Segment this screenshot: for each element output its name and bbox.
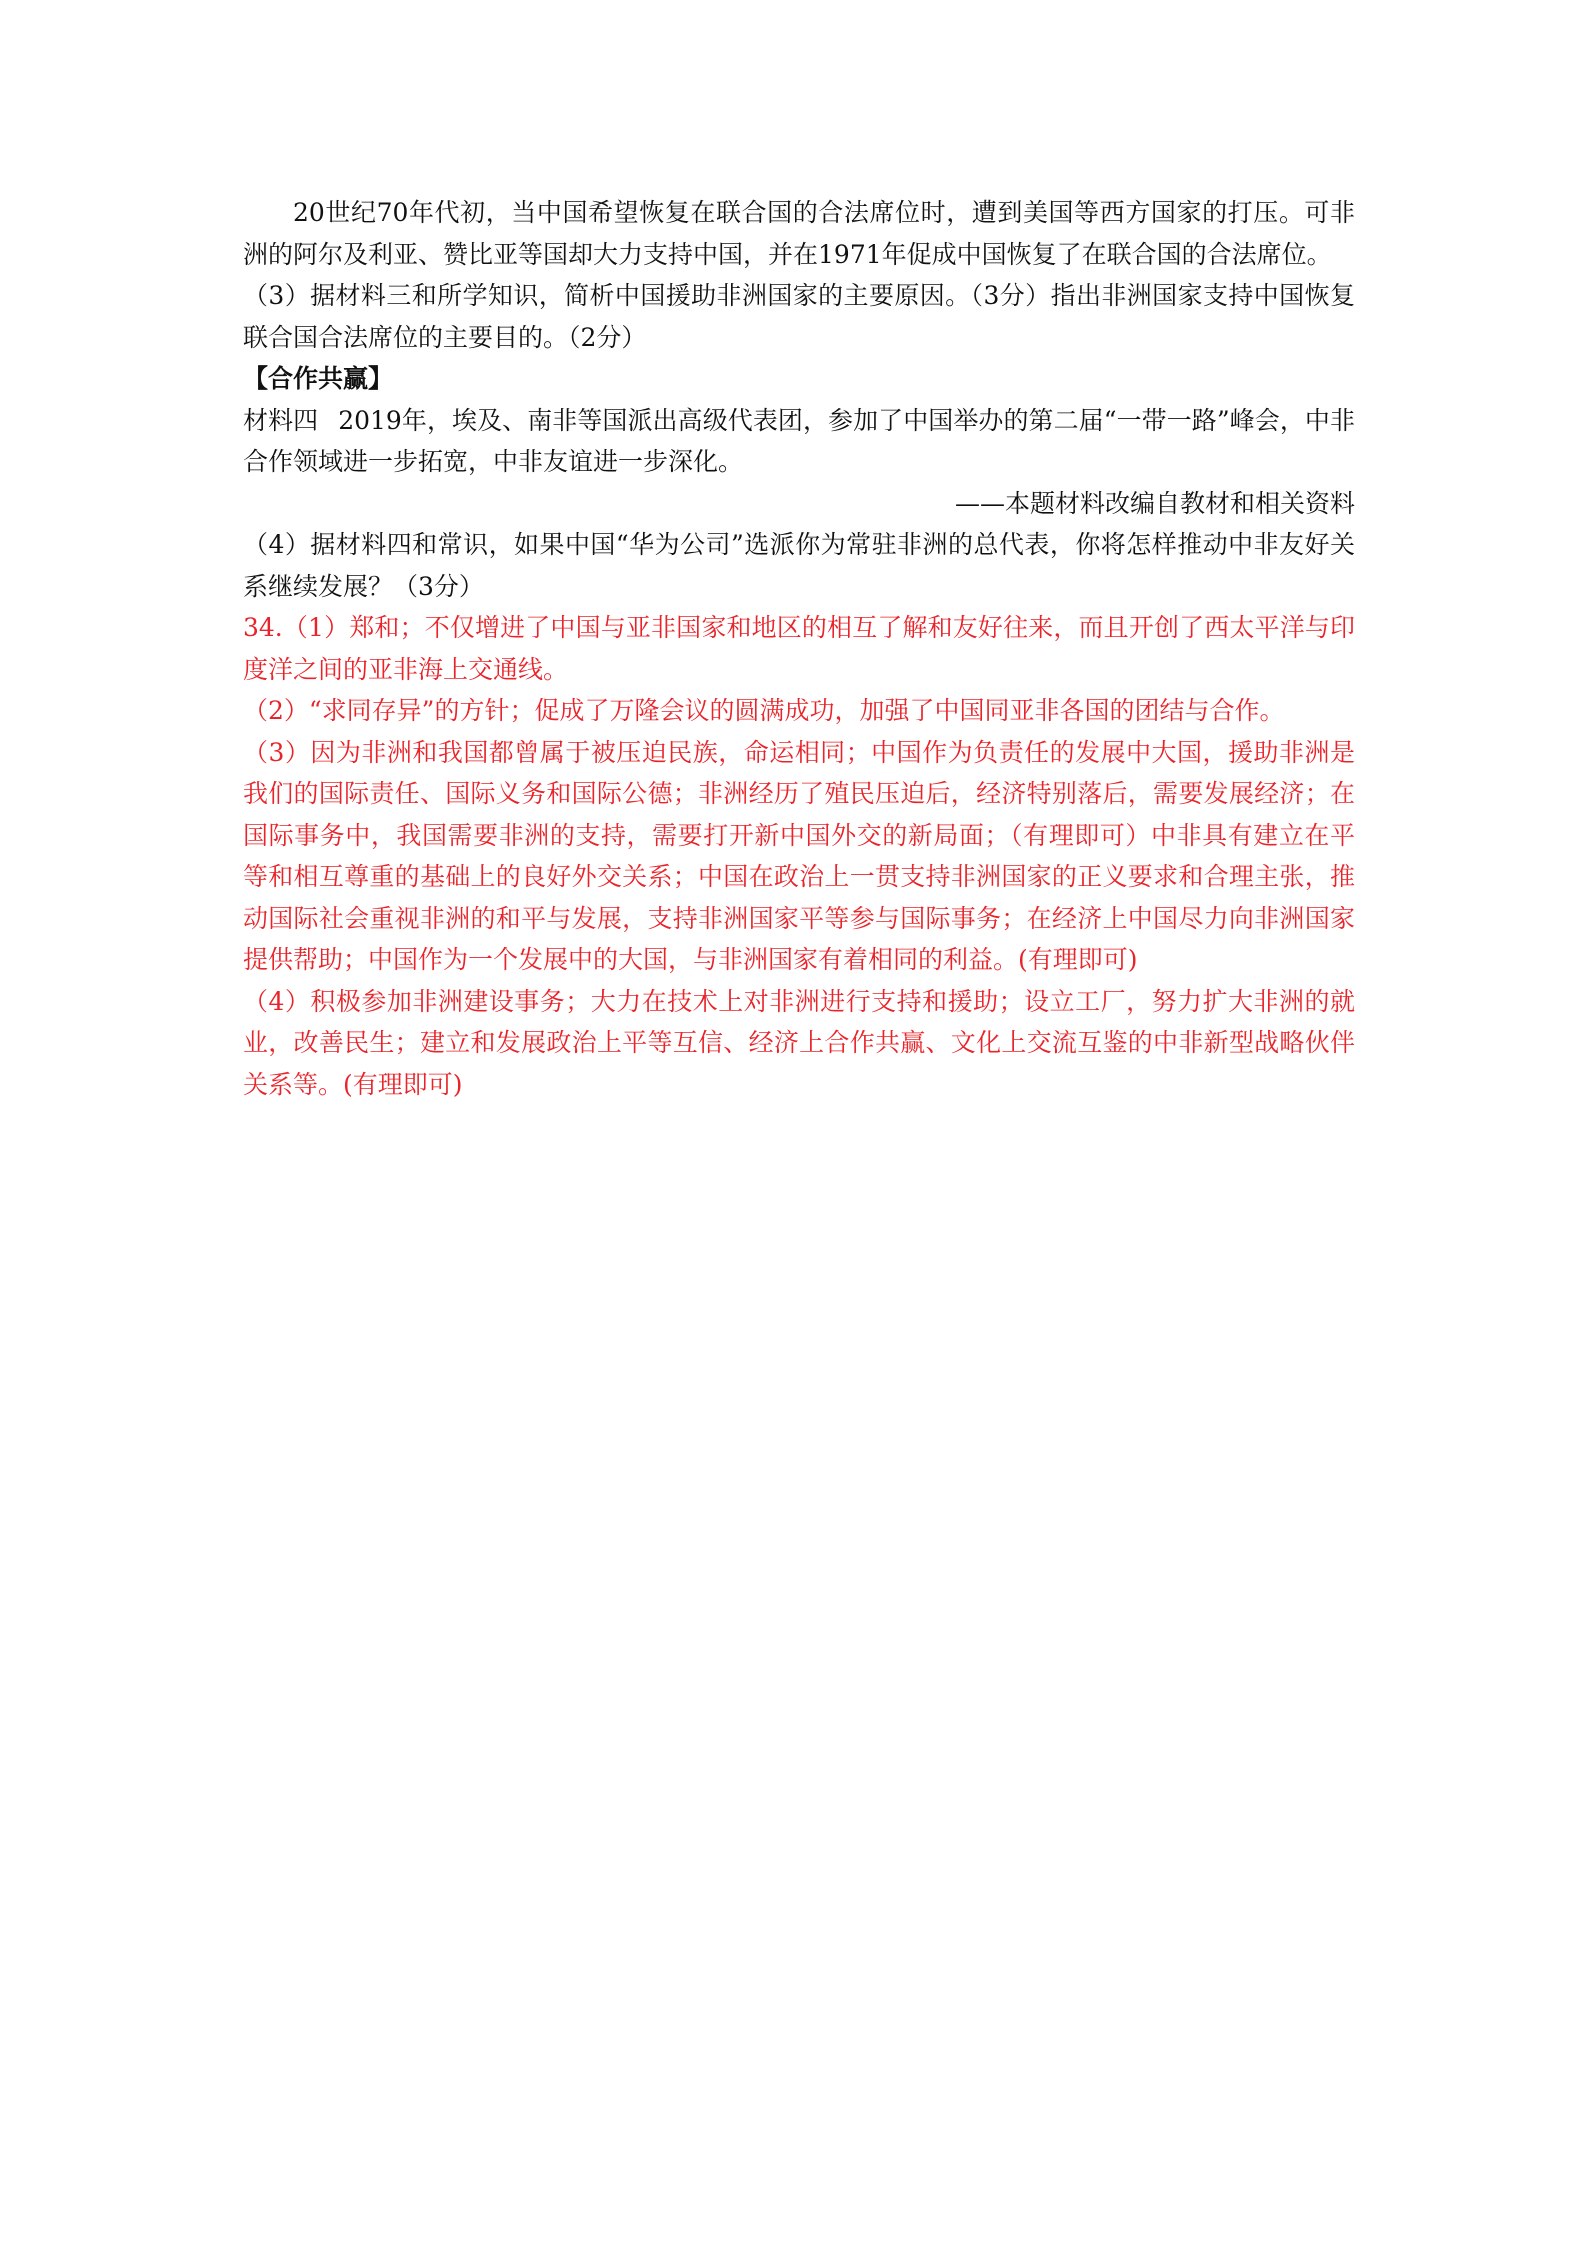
material-three-paragraph: 20世纪70年代初，当中国希望恢复在联合国的合法席位时，遭到美国等西方国家的打压。可非洲的阿尔及利亚、赞比亚等国却大力支持中国，并在1971年促成中国恢复了在联合国的合法席位。 bbox=[243, 198, 1355, 269]
document-page bbox=[243, 192, 1355, 1105]
section-title: 【合作共赢】 bbox=[243, 364, 394, 393]
answer-1: 34.（1）郑和；不仅增进了中国与亚非国家和地区的相互了解和友好往来，而且开创了西太平洋与印度洋之间的亚非海上交通线。 bbox=[243, 613, 1355, 684]
material-four-text: 2019年，埃及、南非等国派出高级代表团，参加了中国举办的第二届“一带一路”峰会，中非合作领域进一步拓宽，中非友谊进一步深化。 bbox=[243, 405, 1355, 476]
answer-2: （2）“求同存异”的方针；促成了万隆会议的圆满成功，加强了中国同亚非各国的团结与合作。 bbox=[243, 696, 1285, 725]
question-4: （4）据材料四和常识，如果中国“华为公司”选派你为常驻非洲的总代表，你将怎样推动中非友好关系继续发展？（3分） bbox=[243, 530, 1355, 601]
answer-3: （3）因为非洲和我国都曾属于被压迫民族，命运相同；中国作为负责任的发展中大国，援助非洲是我们的国际责任、国际义务和国际公德；非洲经历了殖民压迫后，经济特别落后，需要发展经济；在国际事务中，我国需要非洲的支持，需要打开新中国外交的新局面；（有理即可）中非具有建立在平等和相互尊重的基础上的良好外交关系；中国在政治上一贯支持非洲国家的正义要求和合理主张，推动国际社会重视非洲的和平与发展，支持非洲国家平等参与国际事务；在经济上中国尽力向非洲国家提供帮助；中国作为一个发展中的大国，与非洲国家有着相同的利益。(有理即可) bbox=[243, 737, 1355, 974]
answer-4: （4）积极参加非洲建设事务；大力在技术上对非洲进行支持和援助；设立工厂，努力扩大非洲的就业，改善民生；建立和发展政治上平等互信、经济上合作共赢、文化上交流互鉴的中非新型战略伙伴关系等。(有理即可) bbox=[243, 986, 1355, 1099]
material-source: ——本题材料改编自教材和相关资料 bbox=[954, 488, 1355, 518]
material-four-label: 材料四 bbox=[243, 405, 319, 435]
material-four-paragraph bbox=[243, 400, 1355, 483]
question-3: （3）据材料三和所学知识，简析中国援助非洲国家的主要原因。（3分）指出非洲国家支持中国恢复联合国合法席位的主要目的。（2分） bbox=[243, 281, 1355, 352]
